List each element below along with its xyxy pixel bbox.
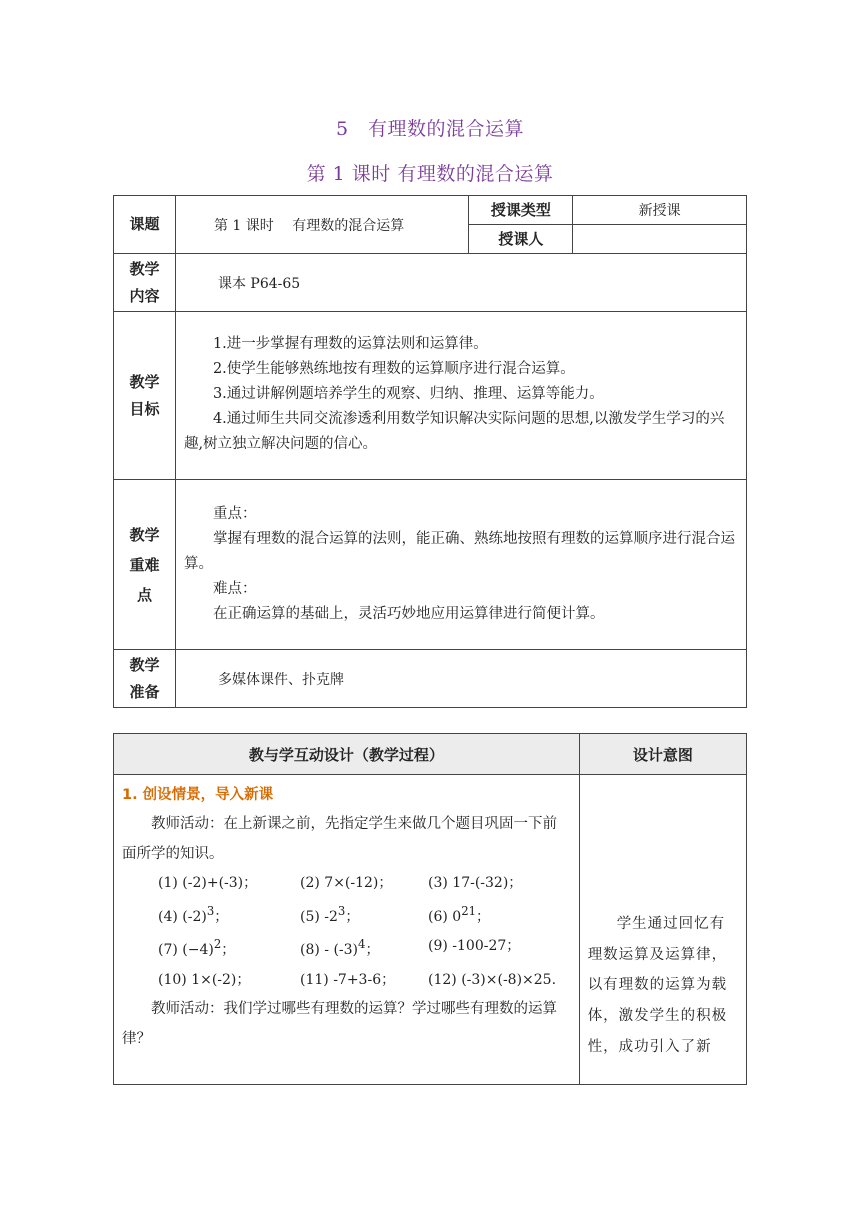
exercise-row bbox=[158, 932, 571, 965]
exercise-item: (12) (-3)×(-8)×25. bbox=[428, 971, 557, 988]
lesson-type-value: 新授课 bbox=[573, 196, 747, 225]
goals-label: 教学目标 bbox=[114, 312, 176, 480]
exercise-item: (7) $(-4)^2$； bbox=[158, 937, 236, 959]
process-column-header: 教与学互动设计（教学过程） bbox=[114, 734, 580, 775]
teacher-activity-1: 教师活动：在上新课之前，先指定学生来做几个题目巩固一下前面所学的知识。 bbox=[122, 816, 557, 862]
lesson-info-table bbox=[113, 195, 747, 708]
preparation-label: 教学准备 bbox=[114, 650, 176, 708]
intent-column-header: 设计意图 bbox=[579, 734, 746, 775]
design-intent-text: 学生通过回忆有理数运算及运算律，以有理数的运算为载体，激发学生的积极性，成功引入了新 bbox=[587, 916, 728, 1055]
exercise-item: (2) 7×(-12)； bbox=[300, 875, 393, 892]
goal-item: 4.通过师生共同交流渗透利用数学知识解决实际问题的思想,以激发学生学习的兴趣,树立独立解决问题的信心。 bbox=[183, 410, 725, 452]
goal-item: 1.进一步掌握有理数的运算法则和运算律。 bbox=[212, 336, 488, 353]
content-label: 教学内容 bbox=[114, 254, 176, 312]
key-difficult-label: 教学重难点 bbox=[114, 480, 176, 650]
exercise-item: (11) -7+3-6； bbox=[300, 971, 396, 988]
exercise-item: (10) 1×(-2)； bbox=[158, 971, 251, 988]
exercise-row bbox=[158, 899, 571, 932]
difficult-point-text: 在正确运算的基础上，灵活巧妙地应用运算律进行简便计算。 bbox=[212, 605, 605, 622]
exercise-item: (6) $0^{21}$； bbox=[428, 904, 491, 925]
teaching-process-table bbox=[113, 733, 747, 1085]
exercise-item: (1) (-2)+(-3)； bbox=[158, 875, 258, 892]
preparation-value: 多媒体课件、扑克牌 bbox=[175, 650, 746, 708]
design-intent-cell bbox=[579, 775, 746, 1085]
teacher-value bbox=[573, 225, 747, 254]
lesson-sub-title: 第 1 课时 有理数的混合运算 bbox=[306, 163, 554, 185]
topic-label: 课题 bbox=[114, 196, 176, 254]
exercise-item: (3) 17-(-32)； bbox=[428, 875, 523, 892]
difficult-point-title: 难点： bbox=[212, 580, 257, 597]
exercise-row bbox=[158, 869, 571, 899]
process-cell bbox=[114, 775, 580, 1085]
lesson-type-label: 授课类型 bbox=[469, 196, 573, 225]
goal-item: 2.使学生能够熟练地按有理数的运算顺序进行混合运算。 bbox=[212, 361, 575, 378]
key-difficult-content bbox=[175, 480, 746, 650]
exercise-item: $(8) - (-3)^4$； bbox=[300, 937, 380, 959]
goal-item: 3.通过讲解例题培养学生的观察、归纳、推理、运算等能力。 bbox=[212, 386, 604, 403]
key-point-text: 掌握有理数的混合运算的法则，能正确、熟练地按照有理数的运算顺序进行混合运算。 bbox=[183, 531, 735, 573]
exercise-item: (9) -100-27； bbox=[428, 938, 521, 955]
section-title: 1. 创设情景，导入新课 bbox=[122, 787, 274, 803]
teacher-activity-2: 教师活动：我们学过哪些有理数的运算？学过哪些有理数的运算律？ bbox=[122, 1001, 557, 1048]
goals-list bbox=[175, 312, 746, 480]
key-point-title: 重点： bbox=[212, 506, 257, 523]
topic-value: 第 1 课时 有理数的混合运算 bbox=[175, 196, 469, 254]
exercise-item: (5) $-2^3$； bbox=[300, 904, 360, 925]
exercise-item: (4) $(-2)^3$； bbox=[158, 904, 229, 925]
teacher-label: 授课人 bbox=[469, 225, 573, 254]
content-value: 课本 P64-65 bbox=[175, 254, 746, 312]
exercise-row bbox=[158, 966, 571, 996]
lesson-main-title: 5 有理数的混合运算 bbox=[335, 118, 525, 140]
